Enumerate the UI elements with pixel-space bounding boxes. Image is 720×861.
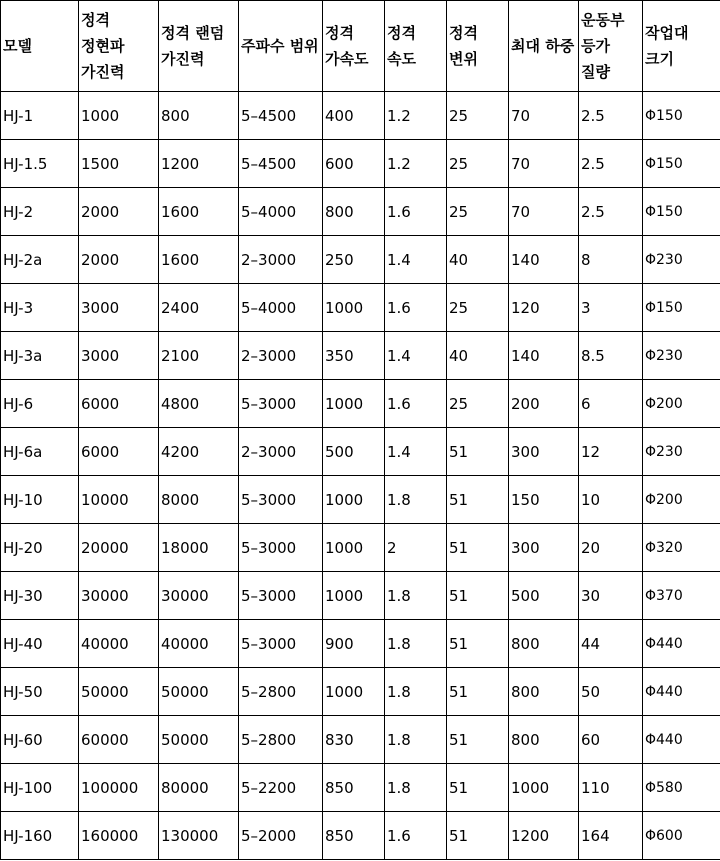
cell-table-size: Φ150 [643,188,720,236]
cell-rated-velocity: 1.6 [385,812,447,860]
cell-rated-displacement: 40 [447,332,509,380]
cell-max-load: 70 [509,92,579,140]
cell-model: HJ-1.5 [1,140,79,188]
table-row [1,812,720,860]
cell-rated-random-force: 4800 [159,380,239,428]
header-rated-displacement: 정격 변위 [447,1,509,92]
cell-model: HJ-3 [1,284,79,332]
cell-table-size: Φ150 [643,284,720,332]
cell-max-load: 70 [509,188,579,236]
cell-model: HJ-30 [1,572,79,620]
cell-moving-mass: 60 [579,716,643,764]
cell-model: HJ-60 [1,716,79,764]
cell-rated-displacement: 51 [447,572,509,620]
cell-max-load: 500 [509,572,579,620]
cell-model: HJ-50 [1,668,79,716]
header-rated-acceleration: 정격 가속도 [323,1,385,92]
cell-table-size: Φ200 [643,476,720,524]
header-row [1,1,720,92]
cell-rated-sine-force: 160000 [79,812,159,860]
cell-rated-random-force: 8000 [159,476,239,524]
cell-rated-random-force: 1600 [159,236,239,284]
cell-rated-acceleration: 1000 [323,524,385,572]
cell-rated-displacement: 51 [447,812,509,860]
cell-table-size: Φ600 [643,812,720,860]
cell-rated-random-force: 1600 [159,188,239,236]
cell-rated-velocity: 2 [385,524,447,572]
cell-rated-random-force: 2100 [159,332,239,380]
cell-max-load: 800 [509,716,579,764]
cell-model: HJ-100 [1,764,79,812]
table-row [1,620,720,668]
table-row [1,476,720,524]
cell-rated-sine-force: 20000 [79,524,159,572]
cell-frequency-range: 2–3000 [239,332,323,380]
table-body [1,92,720,860]
cell-rated-acceleration: 850 [323,764,385,812]
cell-rated-random-force: 1200 [159,140,239,188]
table-row [1,140,720,188]
cell-rated-acceleration: 1000 [323,572,385,620]
cell-rated-velocity: 1.4 [385,428,447,476]
table-row [1,428,720,476]
cell-rated-random-force: 50000 [159,716,239,764]
cell-rated-velocity: 1.8 [385,668,447,716]
cell-rated-sine-force: 10000 [79,476,159,524]
cell-max-load: 800 [509,620,579,668]
table-row [1,524,720,572]
cell-frequency-range: 5–3000 [239,572,323,620]
table-row [1,92,720,140]
cell-rated-velocity: 1.8 [385,476,447,524]
cell-rated-acceleration: 1000 [323,476,385,524]
header-max-load: 최대 하중 [509,1,579,92]
cell-moving-mass: 12 [579,428,643,476]
cell-max-load: 140 [509,236,579,284]
table-row [1,716,720,764]
cell-rated-acceleration: 250 [323,236,385,284]
cell-rated-velocity: 1.8 [385,716,447,764]
cell-rated-acceleration: 500 [323,428,385,476]
cell-max-load: 70 [509,140,579,188]
cell-table-size: Φ320 [643,524,720,572]
cell-rated-random-force: 50000 [159,668,239,716]
cell-rated-displacement: 25 [447,380,509,428]
cell-rated-velocity: 1.6 [385,380,447,428]
cell-rated-sine-force: 30000 [79,572,159,620]
table-row [1,332,720,380]
cell-rated-acceleration: 830 [323,716,385,764]
cell-model: HJ-20 [1,524,79,572]
cell-rated-sine-force: 60000 [79,716,159,764]
cell-rated-displacement: 51 [447,620,509,668]
cell-rated-velocity: 1.8 [385,764,447,812]
cell-max-load: 800 [509,668,579,716]
cell-rated-displacement: 51 [447,764,509,812]
cell-rated-sine-force: 6000 [79,428,159,476]
cell-rated-sine-force: 2000 [79,236,159,284]
cell-rated-sine-force: 1500 [79,140,159,188]
cell-rated-random-force: 40000 [159,620,239,668]
cell-rated-velocity: 1.2 [385,140,447,188]
cell-max-load: 150 [509,476,579,524]
cell-frequency-range: 2–3000 [239,236,323,284]
cell-table-size: Φ580 [643,764,720,812]
cell-model: HJ-1 [1,92,79,140]
cell-max-load: 1000 [509,764,579,812]
cell-frequency-range: 5–2000 [239,812,323,860]
cell-moving-mass: 50 [579,668,643,716]
cell-max-load: 300 [509,428,579,476]
cell-table-size: Φ200 [643,380,720,428]
cell-max-load: 300 [509,524,579,572]
header-rated-sine-force: 정격 정현파 가진력 [79,1,159,92]
cell-moving-mass: 8 [579,236,643,284]
cell-rated-displacement: 51 [447,428,509,476]
cell-rated-sine-force: 6000 [79,380,159,428]
cell-frequency-range: 5–4500 [239,92,323,140]
cell-moving-mass: 2.5 [579,92,643,140]
cell-rated-sine-force: 100000 [79,764,159,812]
cell-frequency-range: 5–4000 [239,284,323,332]
cell-moving-mass: 164 [579,812,643,860]
cell-moving-mass: 2.5 [579,188,643,236]
cell-moving-mass: 110 [579,764,643,812]
cell-moving-mass: 3 [579,284,643,332]
cell-table-size: Φ150 [643,92,720,140]
cell-moving-mass: 8.5 [579,332,643,380]
cell-model: HJ-160 [1,812,79,860]
cell-frequency-range: 5–3000 [239,620,323,668]
header-rated-random-force: 정격 랜덤 가진력 [159,1,239,92]
table-row [1,764,720,812]
cell-moving-mass: 44 [579,620,643,668]
cell-rated-sine-force: 2000 [79,188,159,236]
cell-rated-displacement: 25 [447,188,509,236]
cell-table-size: Φ230 [643,428,720,476]
cell-rated-acceleration: 1000 [323,380,385,428]
cell-rated-velocity: 1.8 [385,572,447,620]
cell-rated-sine-force: 50000 [79,668,159,716]
cell-rated-displacement: 25 [447,92,509,140]
cell-model: HJ-10 [1,476,79,524]
cell-max-load: 120 [509,284,579,332]
cell-table-size: Φ440 [643,668,720,716]
cell-rated-sine-force: 3000 [79,284,159,332]
cell-rated-acceleration: 350 [323,332,385,380]
cell-frequency-range: 5–2800 [239,668,323,716]
cell-rated-acceleration: 1000 [323,668,385,716]
cell-frequency-range: 2–3000 [239,428,323,476]
cell-rated-sine-force: 1000 [79,92,159,140]
cell-max-load: 140 [509,332,579,380]
cell-moving-mass: 2.5 [579,140,643,188]
cell-table-size: Φ230 [643,332,720,380]
table-row [1,572,720,620]
cell-rated-velocity: 1.2 [385,92,447,140]
cell-rated-acceleration: 400 [323,92,385,140]
cell-rated-random-force: 2400 [159,284,239,332]
cell-frequency-range: 5–2800 [239,716,323,764]
table-row [1,380,720,428]
cell-table-size: Φ370 [643,572,720,620]
cell-rated-displacement: 51 [447,476,509,524]
header-model: 모델 [1,1,79,92]
cell-rated-velocity: 1.8 [385,620,447,668]
cell-rated-velocity: 1.4 [385,236,447,284]
cell-table-size: Φ440 [643,716,720,764]
cell-frequency-range: 5–3000 [239,476,323,524]
header-moving-mass: 운동부 등가 질량 [579,1,643,92]
cell-rated-random-force: 80000 [159,764,239,812]
header-table-size: 작업대 크기 [643,1,720,92]
cell-rated-velocity: 1.4 [385,332,447,380]
cell-model: HJ-2 [1,188,79,236]
cell-rated-displacement: 51 [447,524,509,572]
cell-max-load: 200 [509,380,579,428]
cell-rated-acceleration: 850 [323,812,385,860]
cell-rated-displacement: 51 [447,716,509,764]
cell-frequency-range: 5–3000 [239,380,323,428]
cell-model: HJ-2a [1,236,79,284]
table-row [1,668,720,716]
cell-rated-acceleration: 1000 [323,284,385,332]
cell-rated-random-force: 30000 [159,572,239,620]
cell-table-size: Φ440 [643,620,720,668]
cell-frequency-range: 5–3000 [239,524,323,572]
cell-rated-random-force: 4200 [159,428,239,476]
cell-rated-acceleration: 900 [323,620,385,668]
cell-model: HJ-6 [1,380,79,428]
table-row [1,236,720,284]
cell-rated-velocity: 1.6 [385,284,447,332]
cell-rated-random-force: 18000 [159,524,239,572]
cell-moving-mass: 10 [579,476,643,524]
cell-moving-mass: 6 [579,380,643,428]
cell-rated-random-force: 130000 [159,812,239,860]
cell-rated-displacement: 40 [447,236,509,284]
cell-model: HJ-6a [1,428,79,476]
cell-frequency-range: 5–4500 [239,140,323,188]
cell-rated-displacement: 51 [447,668,509,716]
cell-model: HJ-40 [1,620,79,668]
header-rated-velocity: 정격 속도 [385,1,447,92]
cell-model: HJ-3a [1,332,79,380]
cell-moving-mass: 30 [579,572,643,620]
cell-frequency-range: 5–2200 [239,764,323,812]
cell-rated-random-force: 800 [159,92,239,140]
table-row [1,284,720,332]
cell-rated-velocity: 1.6 [385,188,447,236]
cell-frequency-range: 5–4000 [239,188,323,236]
cell-rated-displacement: 25 [447,140,509,188]
cell-max-load: 1200 [509,812,579,860]
header-frequency-range: 주파수 범위 [239,1,323,92]
cell-rated-sine-force: 40000 [79,620,159,668]
table-row [1,188,720,236]
cell-rated-displacement: 25 [447,284,509,332]
cell-moving-mass: 20 [579,524,643,572]
cell-table-size: Φ150 [643,140,720,188]
cell-table-size: Φ230 [643,236,720,284]
cell-rated-acceleration: 600 [323,140,385,188]
cell-rated-acceleration: 800 [323,188,385,236]
cell-rated-sine-force: 3000 [79,332,159,380]
